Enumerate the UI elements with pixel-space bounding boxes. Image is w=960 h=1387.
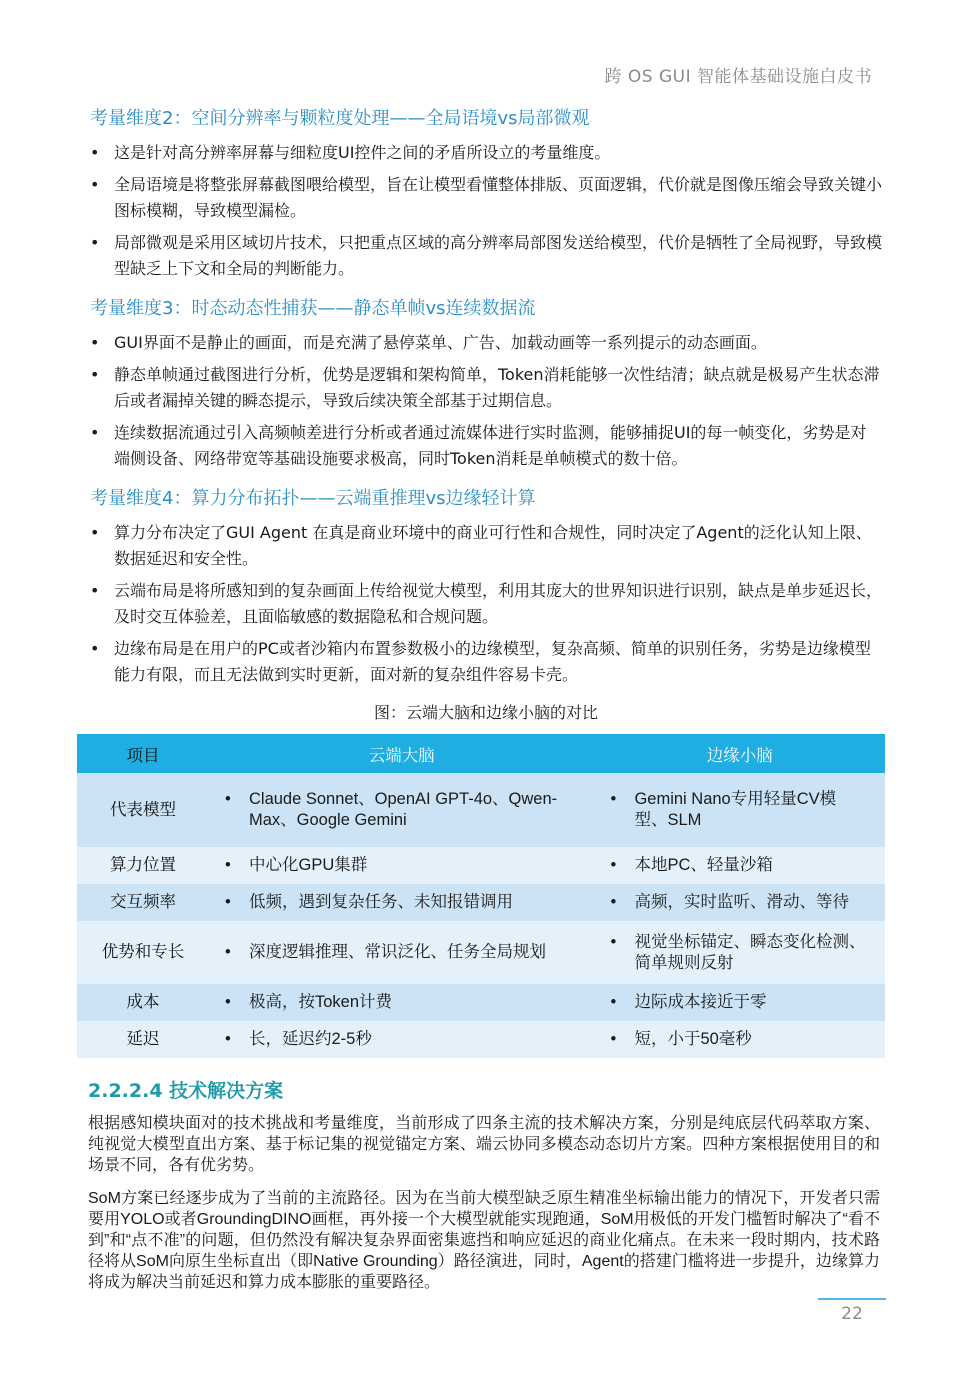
bullet-list [90, 520, 882, 688]
cell-text: • 短，小于50毫秒 [594, 1029, 885, 1050]
figure-caption: 图：云端大脑和边缘小脑的对比 [373, 703, 598, 722]
bullet-item: • 这是针对高分辨率屏幕与细粒度UI控件之间的矛盾所设立的考量维度。 [90, 140, 882, 166]
section-heading: 考量维度4：算力分布拓扑——云端重推理vs边缘轻计算 [90, 488, 536, 509]
table-row [77, 921, 885, 984]
column-header-cloud: 云端大脑 [209, 734, 594, 773]
cell-text: • 本地PC、轻量沙箱 [594, 855, 885, 876]
row-label: 优势和专长 [77, 921, 209, 984]
row-label: 算力位置 [77, 847, 209, 884]
section-dimension-2 [90, 104, 882, 282]
bullet-item: • 全局语境是将整张屏幕截图喂给模型，旨在让模型看懂整体排版、页面逻辑，代价就是图像压缩会导致关键小图标模糊，导致模型漏检。 [90, 172, 882, 224]
row-label: 代表模型 [77, 773, 209, 847]
table-row [77, 1021, 885, 1058]
bullet-list [90, 140, 882, 282]
bullet-item: • 算力分布决定了GUI Agent 在真是商业环境中的商业可行性和合规性，同时决定了Agent的泛化认知上限、数据延迟和安全性。 [90, 520, 882, 572]
edge-cell [594, 884, 885, 921]
cell-text: • 极高，按Token计费 [209, 992, 594, 1013]
bullet-item: • 局部微观是采用区域切片技术，只把重点区域的高分辨率局部图发送给模型，代价是牺牲了全局视野，导致模型缺乏上下文和全局的判断能力。 [90, 230, 882, 282]
bullet-list [90, 330, 882, 472]
row-label: 成本 [77, 984, 209, 1021]
cloud-cell [209, 984, 594, 1021]
page-number-rule [818, 1298, 886, 1300]
bullet-item: • 静态单帧通过截图进行分析，优势是逻辑和架构简单，Token消耗能够一次性结清；缺点就是极易产生状态滞后或者漏掉关键的瞬态提示，导致后续决策全部基于过期信息。 [90, 362, 882, 414]
edge-cell [594, 1021, 885, 1058]
bullet-item: • 云端布局是将所感知到的复杂画面上传给视觉大模型，利用其庞大的世界知识进行识别，缺点是单步延迟长，及时交互体验差，且面临敏感的数据隐私和合规问题。 [90, 578, 882, 630]
comparison-table [77, 734, 885, 1058]
table-header-row [77, 734, 885, 773]
cell-text: • 边际成本接近于零 [594, 992, 885, 1013]
body-paragraph: SoM方案已经逐步成为了当前的主流路径。因为在当前大模型缺乏原生精准坐标输出能力的情况下，开发者只需要用YOLO或者GroundingDINO画框，再外接一个大模型就能实现跑通，SoM用极低的开发门槛暂时解决了“看不到”和“点不准”的问题，但仍然没有解决复杂界面密集遮挡和响应延迟的商业化痛点。在未来一段时期内，技术路径将从SoM向原生坐标直出（即Native Grounding）路径演进，同时，Agent的搭建门槛将进一步提升，边缘算力将成为解决当前延迟和算力成本膨胀的重要路径。 [88, 1190, 880, 1291]
cell-text: • Claude Sonnet、OpenAI GPT-4o、Qwen-Max、Google Gemini [209, 789, 594, 831]
table-row [77, 773, 885, 847]
cell-text: • Gemini Nano专用轻量CV模型、SLM [594, 789, 885, 831]
bullet-item: • 边缘布局是在用户的PC或者沙箱内布置参数极小的边缘模型，复杂高频、简单的识别任务，劣势是边缘模型能力有限，而且无法做到实时更新，面对新的复杂组件容易卡壳。 [90, 636, 882, 688]
cell-text: • 中心化GPU集群 [209, 855, 594, 876]
edge-cell [594, 984, 885, 1021]
edge-cell [594, 847, 885, 884]
edge-cell [594, 921, 885, 984]
section-dimension-3 [90, 294, 882, 472]
cloud-cell [209, 847, 594, 884]
cloud-cell [209, 921, 594, 984]
body-paragraph: 根据感知模块面对的技术挑战和考量维度，当前形成了四条主流的技术解决方案，分别是纯底层代码萃取方案、纯视觉大模型直出方案、基于标记集的视觉锚定方案、端云协同多模态动态切片方案。四种方案根据使用目的和场景不同，各有优劣势。 [88, 1115, 880, 1174]
section-heading: 考量维度2：空间分辨率与颗粒度处理——全局语境vs局部微观 [90, 108, 590, 129]
cell-text: • 视觉坐标锚定、瞬态变化检测、简单规则反射 [594, 932, 885, 974]
page-number: 22 [841, 1304, 863, 1324]
cloud-cell [209, 884, 594, 921]
table-row [77, 884, 885, 921]
bullet-item: • GUI界面不是静止的画面，而是充满了悬停菜单、广告、加载动画等一系列提示的动态画面。 [90, 330, 882, 356]
table-row [77, 847, 885, 884]
column-header-item: 项目 [77, 734, 209, 773]
bullet-item: • 连续数据流通过引入高频帧差进行分析或者通过流媒体进行实时监测，能够捕捉UI的每一帧变化，劣势是对端侧设备、网络带宽等基础设施要求极高，同时Token消耗是单帧模式的数十倍。 [90, 420, 882, 472]
cloud-cell [209, 773, 594, 847]
cell-text: • 长，延迟约2-5秒 [209, 1029, 594, 1050]
table-row [77, 984, 885, 1021]
column-header-edge: 边缘小脑 [594, 734, 885, 773]
edge-cell [594, 773, 885, 847]
cell-text: • 高频，实时监听、滑动、等待 [594, 892, 885, 913]
section-dimension-4 [90, 484, 882, 688]
cell-text: • 深度逻辑推理、常识泛化、任务全局规划 [209, 942, 594, 963]
section-heading: 考量维度3：时态动态性捕获——静态单帧vs连续数据流 [90, 298, 536, 319]
row-label: 延迟 [77, 1021, 209, 1058]
cloud-cell [209, 1021, 594, 1058]
page-content [90, 104, 882, 1305]
cell-text: • 低频，遇到复杂任务、未知报错调用 [209, 892, 594, 913]
row-label: 交互频率 [77, 884, 209, 921]
running-header: 跨 OS GUI 智能体基础设施白皮书 [604, 67, 872, 87]
subsection-heading: 2.2.2.4 技术解决方案 [88, 1080, 284, 1102]
